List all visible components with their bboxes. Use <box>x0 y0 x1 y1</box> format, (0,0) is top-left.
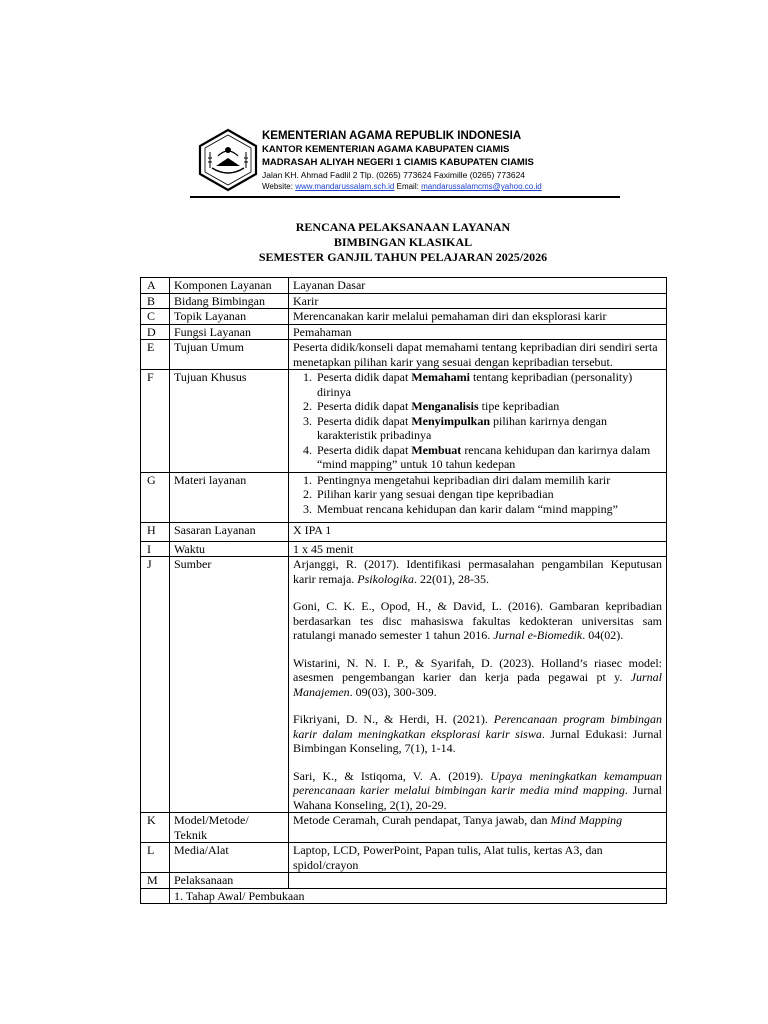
contact-line <box>262 181 542 192</box>
ref-source: Perencanaan program bimbingan karir dalam meningkatkan eksplorasi karir siswa <box>293 712 662 741</box>
row-value: Karir <box>289 293 667 309</box>
letterhead-divider <box>190 196 620 198</box>
goal-verb: Membuat <box>411 442 462 457</box>
table-row <box>141 873 667 889</box>
table-row <box>141 472 667 523</box>
plan-table <box>140 277 667 904</box>
row-code: I <box>141 541 170 557</box>
row-value: 1 x 45 menit <box>289 541 667 557</box>
row-value <box>289 813 667 843</box>
goal-text: tentang kepribadian (personality) dirinya <box>317 370 633 399</box>
goal-text: Peserta didik dapat <box>317 413 412 428</box>
goal-text: tipe kepribadian <box>478 399 560 413</box>
ref-text: . Jurnal Wahana Konseling, 2(1), 20-29. <box>293 783 662 812</box>
row-label: Bidang Bimbingan <box>170 293 289 309</box>
goal-text: pilihan karirnya dengan karakteristik pribadinya <box>317 413 607 442</box>
ref-source: Jurnal e-Biomedik <box>493 628 583 642</box>
method-italic: Mind Mapping <box>550 813 623 827</box>
email-link[interactable]: mandarussalamcms@yahoo.co.id <box>421 182 542 191</box>
ref-source: Jurnal Manajemen <box>293 670 662 699</box>
method-text: Metode Ceramah, Curah pendapat, Tanya jawab, dan <box>293 813 551 827</box>
row-code: L <box>141 843 170 873</box>
title-line-2: BIMBINGAN KLASIKAL <box>333 235 473 249</box>
row-code: F <box>141 370 170 473</box>
goal-verb: Memahami <box>411 370 470 384</box>
row-label: Sumber <box>170 557 289 813</box>
row-value: Layanan Dasar <box>289 278 667 294</box>
row-code <box>141 888 170 904</box>
table-row <box>141 557 667 813</box>
table-row <box>141 370 667 473</box>
email-label: Email: <box>396 182 419 191</box>
row-code: A <box>141 278 170 294</box>
ref-text: Arjanggi, R. (2017). Identifikasi permasalahan pengambilan Keputusan karir remaja. <box>293 557 662 586</box>
goal-text: Peserta didik dapat <box>317 442 412 457</box>
list-item <box>315 399 662 414</box>
row-value: Laptop, LCD, PowerPoint, Papan tulis, Alat tulis, kertas A3, dan spidol/crayon <box>289 843 667 873</box>
table-row <box>141 541 667 557</box>
table-row <box>141 293 667 309</box>
row-label: Tujuan Khusus <box>170 370 289 473</box>
table-row <box>141 843 667 873</box>
goal-text: rencana kehidupan dan karirnya dalam “mind mapping” untuk 10 tahun kedepan <box>317 442 651 471</box>
ref-text: Wistarini, N. N. I. P., & Syarifah, D. (2023). Holland’s riasec model: asesmen pengembangan karier dan kerja pada pegawai pt y. <box>293 655 662 684</box>
website-label: Website: <box>262 182 293 191</box>
row-label: Media/Alat <box>170 843 289 873</box>
goal-verb: Menganalisis <box>411 399 479 413</box>
stage-label: 1. Tahap Awal/ Pembukaan <box>170 888 667 904</box>
address: Jalan KH. Ahmad Fadlil 2 Tlp. (0265) 773624 Faximille (0265) 773624 <box>262 170 526 180</box>
ministry-logo <box>196 128 260 192</box>
row-label: Fungsi Layanan <box>170 324 289 340</box>
goal-text: Peserta didik dapat <box>317 370 412 384</box>
row-code: H <box>141 523 170 542</box>
ref-text: . Jurnal Edukasi: Jurnal Bimbingan Konseling, 7(1), 1-14. <box>293 726 662 755</box>
row-label: Tujuan Umum <box>170 340 289 370</box>
ref-text: Goni, C. K. E., Opod, H., & David, L. (2016). Gambaran kepribadian berdasarkan tes disc mahasiswa fakultas kedokteran universitas sam ratulangi manado semester 1 tahun 2016. <box>293 599 662 642</box>
row-value <box>289 472 667 523</box>
document-title <box>140 220 666 265</box>
table-row <box>141 340 667 370</box>
table-row <box>141 813 667 843</box>
ref-source: Psikologika <box>357 571 414 586</box>
website-link[interactable]: www.mandarussalam.sch.id <box>295 182 395 191</box>
reference <box>293 769 662 813</box>
row-label: Model/Metode/ Teknik <box>170 813 289 843</box>
reference <box>293 599 662 643</box>
school-name: MADRASAH ALIYAH NEGERI 1 CIAMIS KABUPATEN CIAMIS <box>262 157 534 168</box>
row-value: Peserta didik/konseli dapat memahami tentang kepribadian diri sendiri serta menetapkan pilihan karir yang sesuai dengan kepribadian tersebut. <box>289 340 667 370</box>
ref-source: Upaya meningkatkan kemampuan perencanaan karier melalui bimbingan karir media mind mapping <box>293 768 662 797</box>
row-code: E <box>141 340 170 370</box>
letterhead <box>262 130 542 192</box>
row-code: M <box>141 873 170 889</box>
specific-goals-list <box>293 370 662 472</box>
table-row <box>141 309 667 325</box>
list-item <box>315 443 662 472</box>
ref-text: . 09(03), 300-309. <box>349 684 437 699</box>
row-value <box>289 873 667 889</box>
list-item <box>315 370 662 399</box>
row-code: J <box>141 557 170 813</box>
office-name: KANTOR KEMENTERIAN AGAMA KABUPATEN CIAMIS <box>262 144 510 155</box>
reference <box>293 656 662 700</box>
goal-text: Peserta didik dapat <box>317 399 412 413</box>
row-value: X IPA 1 <box>289 523 667 542</box>
row-value: Pemahaman <box>289 324 667 340</box>
list-item: 2. Pilihan karir yang sesuai dengan tipe kepribadian <box>315 487 662 502</box>
table-row <box>141 324 667 340</box>
row-label: Pelaksanaan <box>170 873 289 889</box>
goal-verb: Menyimpulkan <box>411 413 490 428</box>
title-line-3: SEMESTER GANJIL TAHUN PELAJARAN 2025/2026 <box>258 250 548 264</box>
row-code: K <box>141 813 170 843</box>
table-row <box>141 888 667 904</box>
ref-text: . 22(01), 28-35. <box>413 571 489 586</box>
row-label: Topik Layanan <box>170 309 289 325</box>
table-row <box>141 523 667 542</box>
row-code: B <box>141 293 170 309</box>
row-code: G <box>141 472 170 523</box>
reference <box>293 557 662 586</box>
ministry-name: KEMENTERIAN AGAMA REPUBLIK INDONESIA <box>262 130 522 142</box>
row-code: D <box>141 324 170 340</box>
row-label: Komponen Layanan <box>170 278 289 294</box>
reference <box>293 712 662 756</box>
row-label: Waktu <box>170 541 289 557</box>
row-value <box>289 557 667 813</box>
ref-text: Fikriyani, D. N., & Herdi, H. (2021). <box>293 712 494 726</box>
list-item <box>315 414 662 443</box>
row-code: C <box>141 309 170 325</box>
table-row <box>141 278 667 294</box>
list-item: 3. Membuat rencana kehidupan dan karir dalam “mind mapping” <box>315 502 662 517</box>
material-list <box>293 473 662 517</box>
row-label: Materi layanan <box>170 472 289 523</box>
title-line-1: RENCANA PELAKSANAAN LAYANAN <box>295 220 511 234</box>
list-item: 1. Pentingnya mengetahui kepribadian diri dalam memilih karir <box>315 473 662 488</box>
row-value: Merencanakan karir melalui pemahaman diri dan eksplorasi karir <box>289 309 667 325</box>
ref-text: . 04(02). <box>582 628 624 642</box>
ref-text: Sari, K., & Istiqoma, V. A. (2019). <box>293 768 491 783</box>
row-value <box>289 370 667 473</box>
row-label: Sasaran Layanan <box>170 523 289 542</box>
